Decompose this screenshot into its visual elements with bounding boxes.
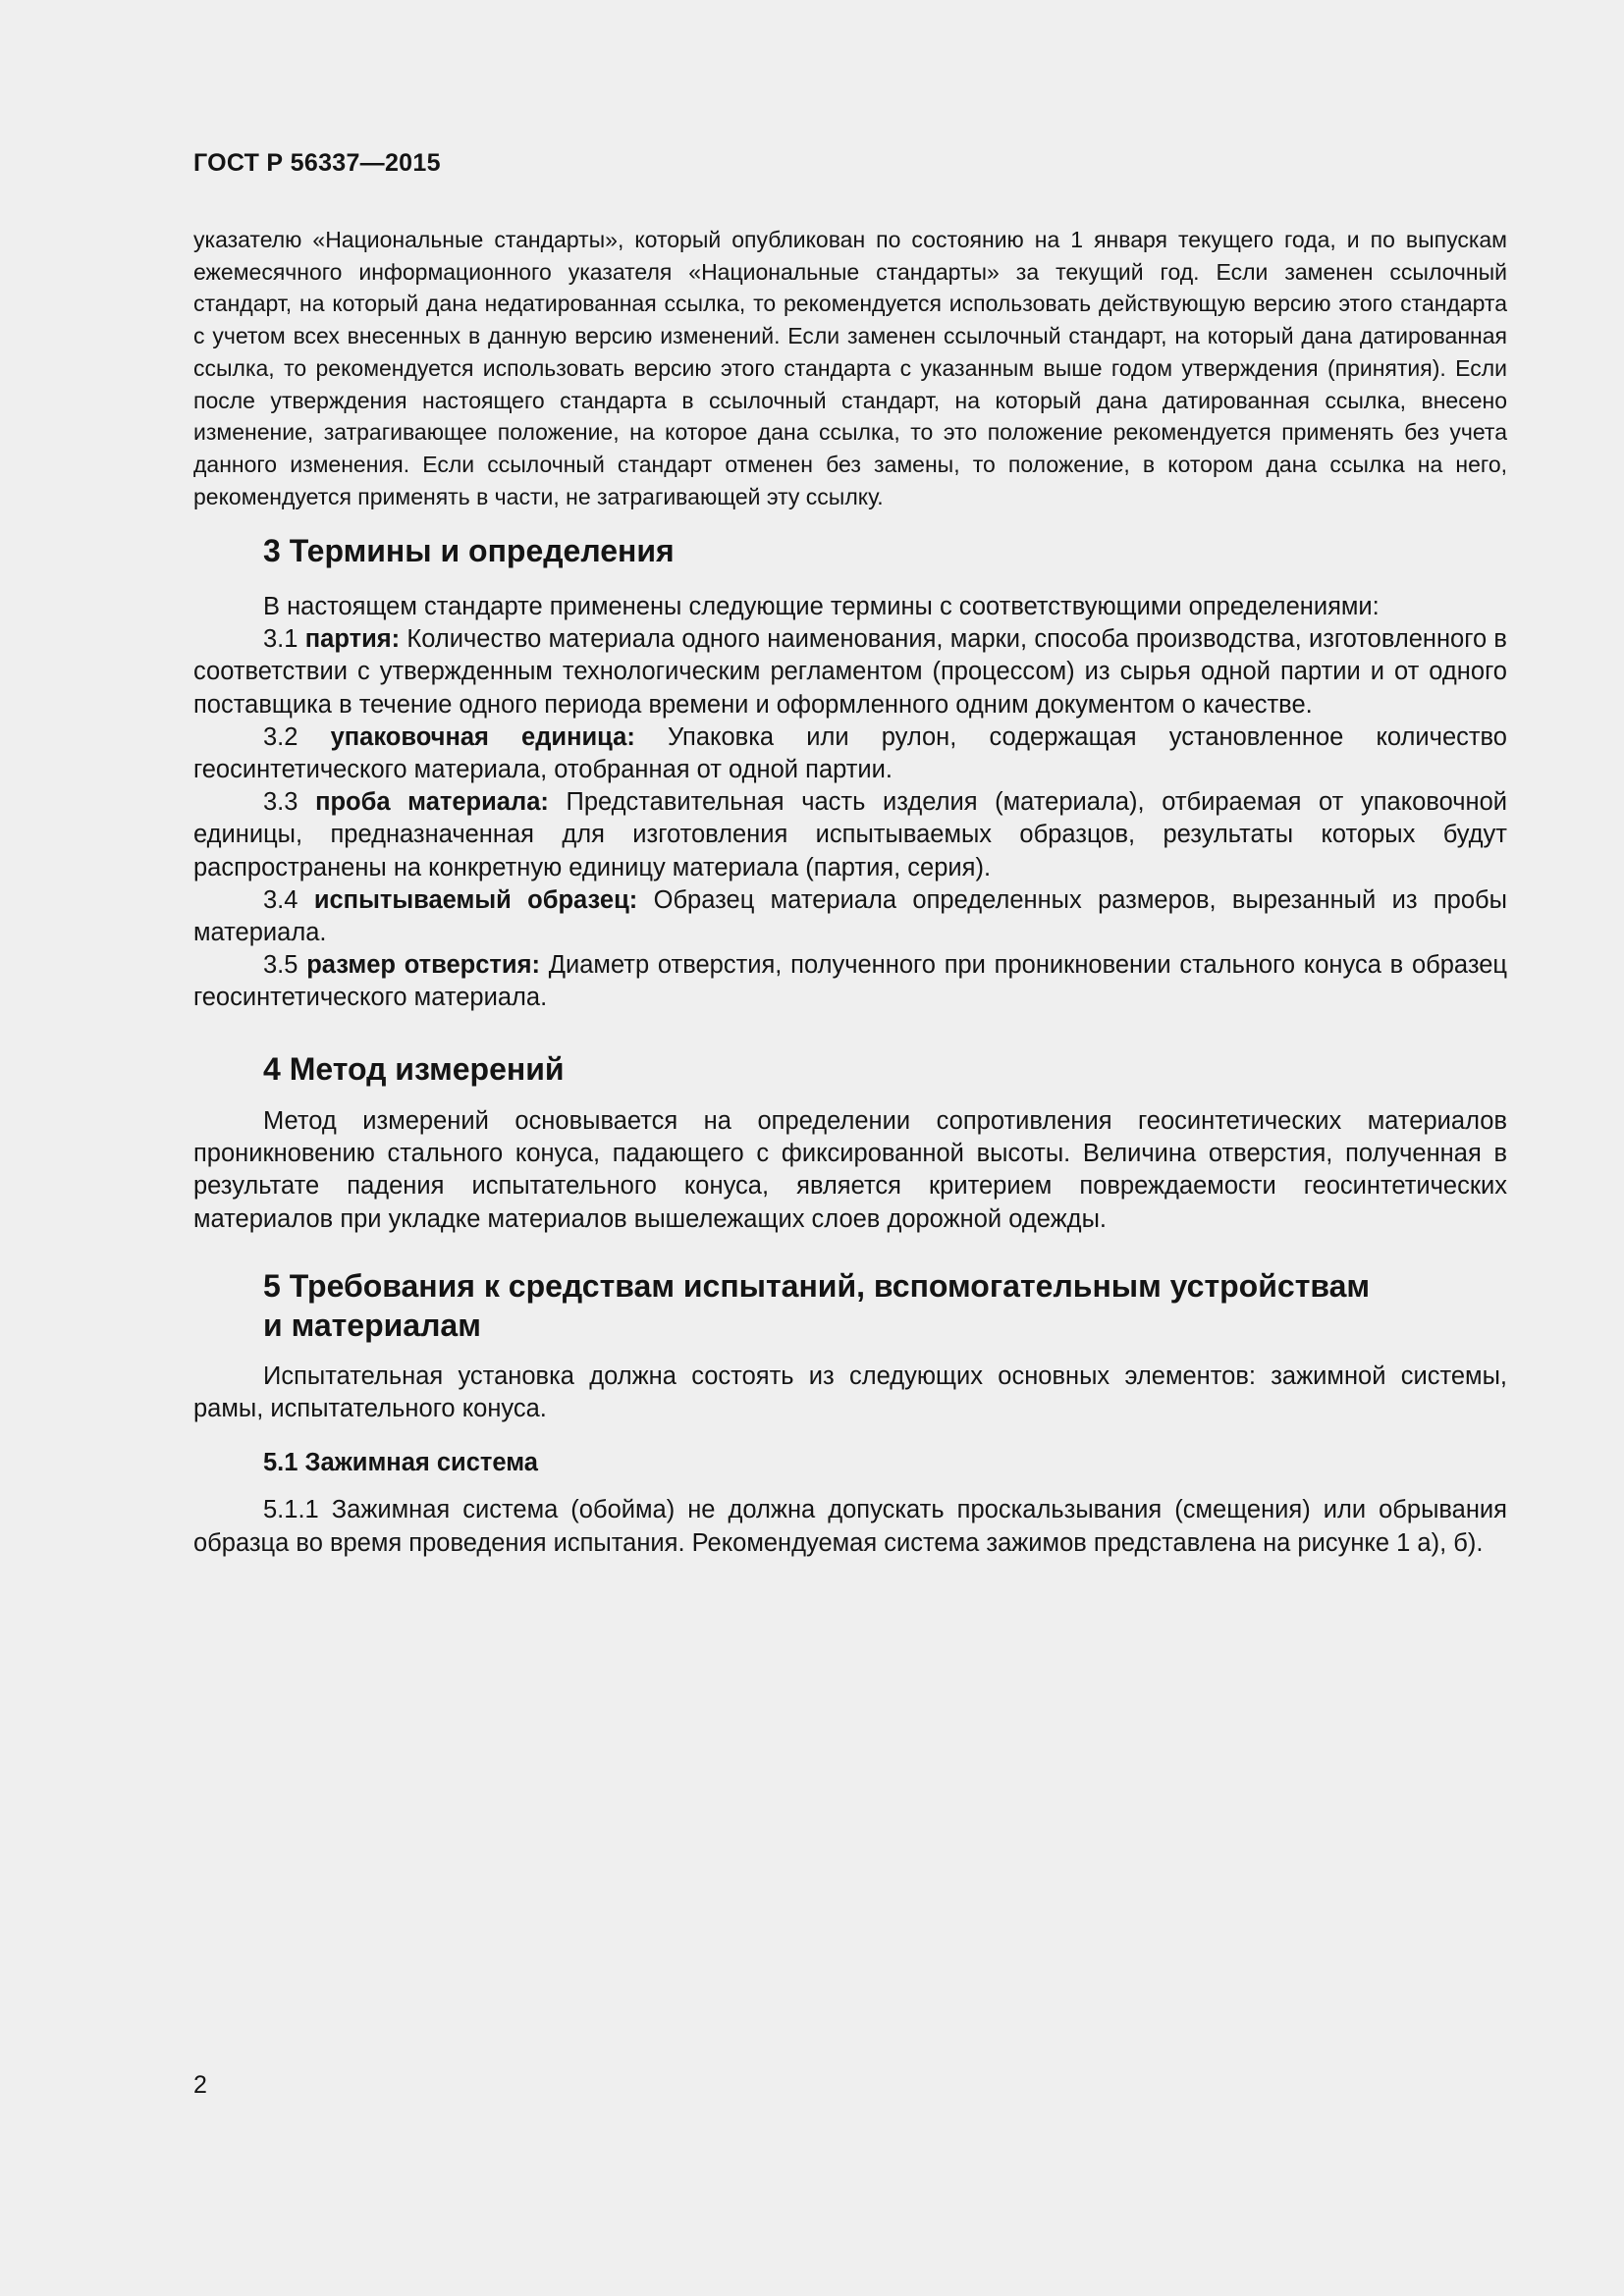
term-name: партия: xyxy=(304,625,401,654)
section-3-heading: 3 Термины и определения xyxy=(263,533,675,568)
term-number: 3.1 xyxy=(263,625,298,654)
term-3-2 xyxy=(193,721,1507,786)
section-5 xyxy=(193,1266,1507,1560)
term-number: 3.4 xyxy=(263,885,298,914)
section-5-heading xyxy=(193,1266,1507,1345)
section-3-lead: В настоящем стандарте применены следующие термины с соответствующими определениями: xyxy=(263,593,1380,620)
term-number: 3.5 xyxy=(263,951,298,980)
term-name: размер отверстия: xyxy=(306,951,540,980)
term-3-3 xyxy=(193,786,1507,884)
section-4-heading: 4 Метод измерений xyxy=(263,1051,565,1087)
term-name: упаковочная единица: xyxy=(330,722,635,751)
subsection-5-1-heading: 5.1 Зажимная система xyxy=(263,1449,538,1477)
section-4 xyxy=(193,1049,1507,1236)
section-4-paragraph: Метод измерений основывается на определении сопротивления геосинтетических материалов проникновению стального конуса, падающего с фиксированной высоты. Величина отверстия, полученная в результате падения испытательного конуса, является критерием повреждаемости геосинтетических материалов при укладке материалов вышележащих слоев дорожной одежды. xyxy=(193,1107,1507,1233)
page-number: 2 xyxy=(193,2071,207,2099)
term-definition: Диаметр отверстия, полученного при проникновении стального конуса в образец геосинтетического материала. xyxy=(193,951,1508,1012)
subsection-5-1-1-paragraph: 5.1.1 Зажимная система (обойма) не должна допускать проскальзывания (смещения) или обрывания образца во время проведения испытания. Рекомендуемая система зажимов представлена на рисунке 1 а), б). xyxy=(193,1496,1507,1557)
term-definition: Упаковка или рулон, содержащая установленное количество геосинтетического материала, отобранная от одной партии. xyxy=(193,722,1507,784)
term-number: 3.3 xyxy=(263,788,298,817)
document-code: ГОСТ Р 56337—2015 xyxy=(193,149,441,177)
section-3 xyxy=(193,531,1507,1015)
section-5-paragraph: Испытательная установка должна состоять из следующих основных элементов: зажимной системы, рамы, испытательного конуса. xyxy=(193,1362,1507,1423)
term-number: 3.2 xyxy=(263,722,298,751)
intro-block xyxy=(193,224,1507,512)
section-5-heading-line1: 5 Требования к средствам испытаний, вспомогательным устройствам xyxy=(263,1268,1371,1304)
term-3-4 xyxy=(193,884,1507,949)
term-definition: Представительная часть изделия (материала), отбираемая от упаковочной единицы, предназначенная для изготовления испытываемых образцов, результаты которых будут распространены на конкретную единицу материала (партия, серия). xyxy=(193,788,1508,881)
intro-paragraph: указателю «Национальные стандарты», который опубликован по состоянию на 1 января текущего года, и по выпускам ежемесячного информационного указателя «Национальные стандарты» за текущий год. Если заменен ссылочный стандарт, на который дана недатированная ссылка, то рекомендуется использовать действующую версию этого стандарта с учетом всех внесенных в данную версию изменений. Если заменен ссылочный стандарт, на который дана датированная ссылка, то рекомендуется использовать версию этого стандарта с указанным выше годом утверждения (принятия). Если после утверждения настоящего стандарта в ссылочный стандарт, на который дана датированная ссылка, внесено изменение, затрагивающее положение, на которое дана ссылка, то это положение рекомендуется применять без учета данного изменения. Если ссылочный стандарт отменен без замены, то положение, в котором дана ссылка на него, рекомендуется применять в части, не затрагивающей эту ссылку. xyxy=(193,227,1507,509)
term-3-1 xyxy=(193,623,1507,721)
term-3-5 xyxy=(193,949,1507,1014)
term-name: проба материала: xyxy=(315,788,549,817)
section-5-heading-line2: и материалам xyxy=(263,1308,481,1343)
term-name: испытываемый образец: xyxy=(313,885,638,914)
term-definition: Количество материала одного наименования, марки, способа производства, изготовленного в соответствии с утвержденным технологическим регламентом (процессом) из сырья одной партии и от одного поставщика в течение одного периода времени и оформленного одним документом о качестве. xyxy=(193,625,1507,719)
term-definition: Образец материала определенных размеров, вырезанный из пробы материала. xyxy=(193,885,1507,947)
